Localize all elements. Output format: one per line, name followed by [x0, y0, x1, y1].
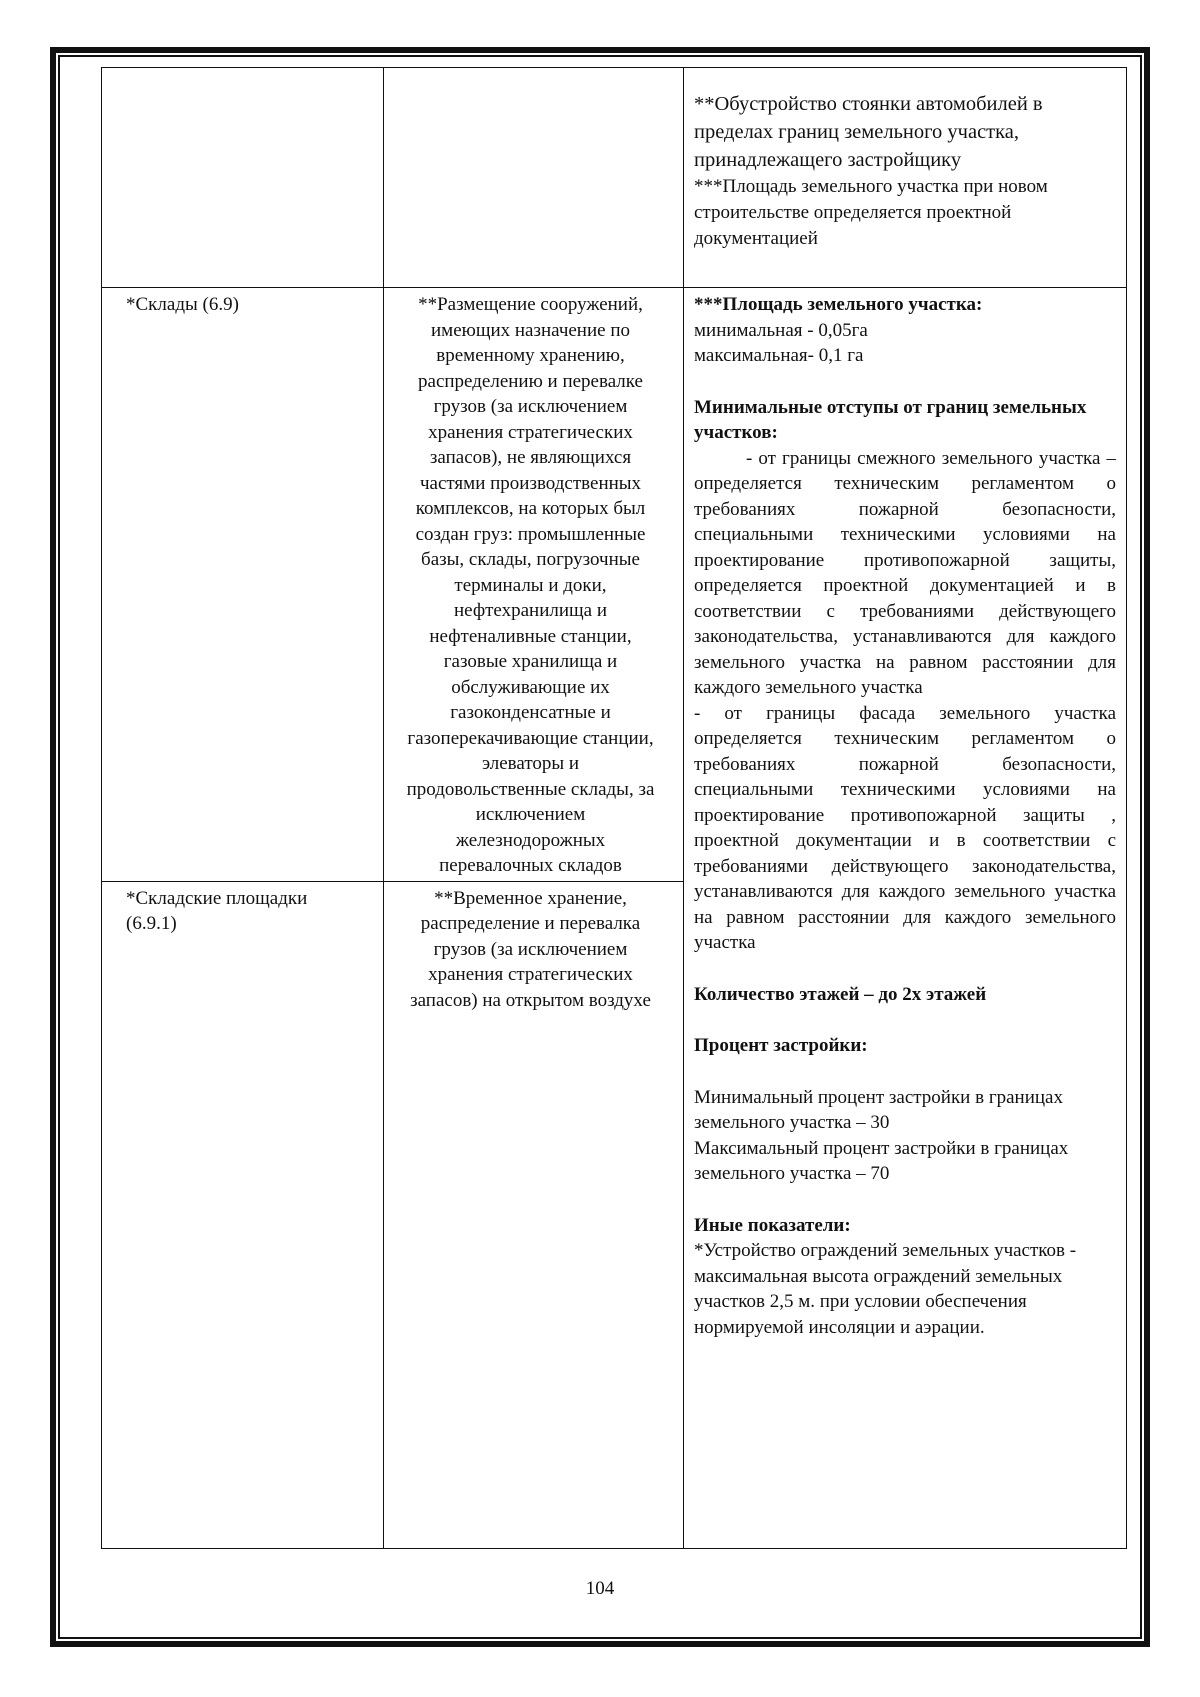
setbacks-title: Минимальные отступы от границ земельных участков:	[694, 396, 1087, 443]
area-note: ***Площадь земельного участка при новом строительстве определяется проектной документацией	[694, 176, 1048, 249]
params-cell	[684, 288, 1127, 1549]
table-row-continuation	[102, 68, 1127, 288]
coverage-min: Минимальный процент застройки в границах земельного участка – 30	[694, 1086, 1063, 1133]
parking-note: **Обустройство стоянки автомобилей в пределах границ земельного участка, принадлежащего застройщику	[694, 93, 1043, 171]
land-use-table	[101, 67, 1127, 1549]
use-name-warehouses: *Склады (6.9)	[102, 288, 384, 882]
coverage-max: Максимальный процент застройки в границах земельного участка – 70	[694, 1137, 1069, 1184]
coverage-title: Процент застройки:	[694, 1035, 868, 1056]
floors: Количество этажей – до 2х этажей	[694, 983, 987, 1005]
use-description-storage-yards: **Временное хранение, распределение и перевалка грузов (за исключением хранения стратегических запасов) на открытом воздухе	[384, 881, 684, 1548]
params-cell-continuation	[684, 68, 1127, 288]
page-number: 104	[585, 1578, 615, 1599]
empty-cell-name	[102, 68, 384, 288]
other-title: Иные показатели:	[694, 1214, 851, 1236]
use-description-warehouses: **Размещение сооружений, имеющих назначение по временному хранению, распределению и перевалке грузов (за исключением хранения стратегических запасов), не являющихся частями производственных комплексов, на которых был создан груз: промышленные базы, склады, погрузочные терминалы и доки, нефтехранилища и нефтеналивные станции, газовые хранилища и обслуживающие их газоконденсатные и газоперекачивающие станции, элеваторы и продовольственные склады, за исключением железнодорожных перевалочных складов	[384, 288, 684, 882]
other-fence: *Устройство ограждений земельных участков - максимальная высота ограждений земельных участков 2,5 м. при условии обеспечения нормируемой инсоляции и аэрации.	[694, 1240, 1077, 1338]
area-min: минимальная - 0,05га	[694, 319, 868, 341]
setback-adjacent: - от границы смежного земельного участка – определяется техническим регламентом о требованиях пожарной безопасности, специальными техническими условиями на проектирование противопожарной защиты, определяется проектной документацией и в соответствии с требованиями действующего законодательства, устанавливаются для каждого земельного участка на равном расстоянии для каждого земельного участка	[694, 447, 1116, 698]
setback-facade: - от границы фасада земельного участка определяется техническим регламентом о требованиях пожарной безопасности, специальными техническими условиями на проектирование противопожарной защиты , проектной документации и в соответствии с требованиями действующего законодательства, устанавливаются для каждого земельного участка на равном расстоянии для каждого земельного участка	[694, 702, 1116, 953]
table-row-warehouses	[102, 288, 1127, 882]
use-name-storage-yards: *Складские площадки (6.9.1)	[102, 881, 384, 1548]
area-max: максимальная- 0,1 га	[694, 345, 864, 366]
empty-cell-description	[384, 68, 684, 288]
area-title: ***Площадь земельного участка:	[694, 294, 983, 315]
